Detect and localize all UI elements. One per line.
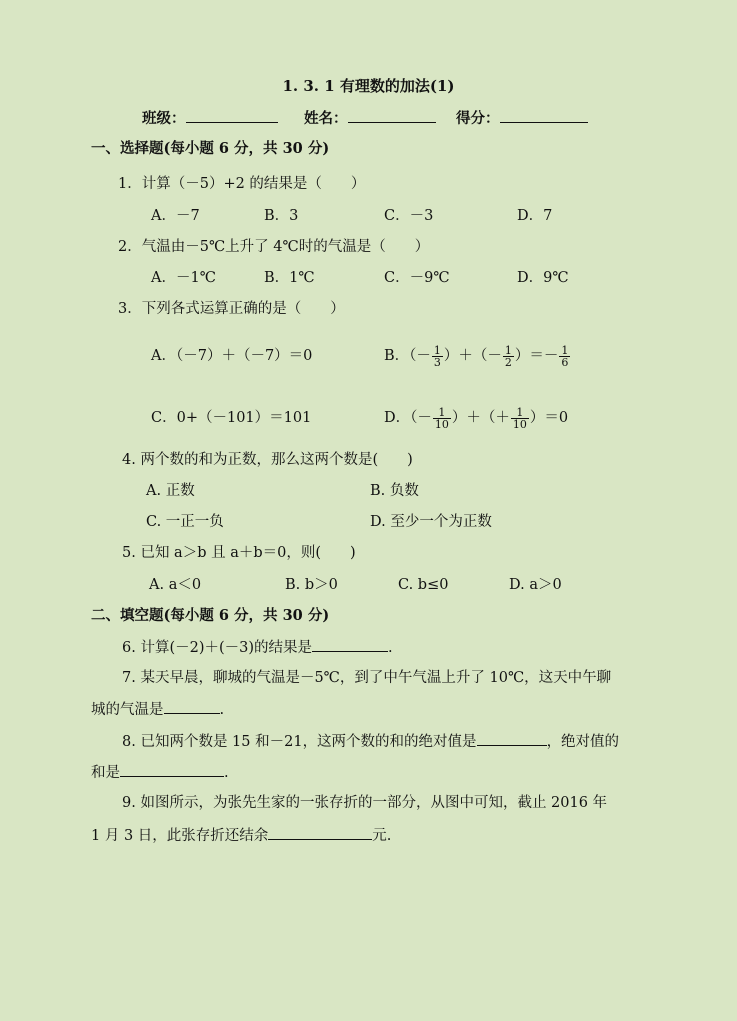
section-heading: 二、填空题(每小题 6 分，共 30 分): [91, 607, 330, 624]
fraction: [503, 345, 514, 368]
denominator: 6: [561, 355, 569, 369]
question-text: 6. 计算(－2)＋(－3)的结果是: [122, 640, 313, 656]
numerator: 1: [511, 407, 529, 419]
option-c: C．－3: [384, 208, 434, 224]
option-d: [384, 402, 568, 434]
question-stem: 5. 已知 a＞b 且 a＋b＝0，则( ): [122, 545, 356, 561]
answer-blank[interactable]: [312, 637, 388, 652]
paren-text: （－: [410, 410, 432, 426]
option-b: B. 负数: [370, 483, 419, 499]
option-a: A. a＜0: [149, 577, 202, 593]
option-a: A. 正数: [146, 483, 195, 499]
section-heading: 一、选择题(每小题 6 分，共 30 分): [91, 140, 330, 157]
page-title: 1. 3. 1 有理数的加法(1): [282, 77, 455, 95]
option-d: D. 至少一个为正数: [370, 514, 492, 530]
denominator: 2: [504, 355, 512, 369]
fill-question-line: [91, 762, 229, 783]
name-label: 姓名：: [304, 110, 348, 127]
option-a: A．（－7）＋（－7）＝0: [151, 348, 313, 364]
question-end: .: [219, 702, 225, 718]
question-text: 城的气温是: [91, 702, 164, 718]
question-stem: 4. 两个数的和为正数，那么这两个数是( ): [122, 452, 413, 468]
class-label: 班级：: [142, 110, 186, 127]
denominator: 3: [433, 355, 441, 369]
option-b-prefix: B．: [384, 348, 410, 364]
question-text: 8. 已知两个数是 15 和－21，这两个数的和的绝对值是: [122, 734, 477, 750]
name-field: [304, 108, 436, 129]
answer-blank[interactable]: [164, 699, 220, 714]
question-stem: 3．下列各式运算正确的是（ ）: [118, 301, 345, 317]
numerator: 1: [561, 343, 569, 357]
paren-text: ）＋（＋: [451, 410, 510, 426]
answer-blank[interactable]: [477, 731, 547, 746]
fraction: [511, 407, 529, 430]
score-blank[interactable]: [500, 108, 588, 123]
question-stem: 2．气温由－5℃上升了 4℃时的气温是（ ）: [118, 239, 430, 255]
option-d: D．9℃: [517, 270, 569, 286]
question-stem: 1．计算（－5）+2 的结果是（ ）: [118, 176, 366, 192]
fill-question-line: [91, 699, 224, 720]
denominator: 10: [512, 417, 527, 431]
paren-text: ）＋（－: [443, 348, 502, 364]
option-c: C. b≤0: [398, 577, 449, 593]
question-end: .: [388, 640, 393, 656]
option-b: B．3: [264, 208, 299, 224]
fill-question: [122, 637, 393, 658]
class-field: [142, 108, 278, 129]
question-text: 7. 某天早晨，聊城的气温是－5℃，到了中午气温上升了 10℃，这天中午聊: [122, 670, 612, 686]
question-end: .: [224, 765, 229, 781]
question-text: ，绝对值的: [546, 734, 620, 750]
option-c: C．0+（－101）＝101: [151, 410, 312, 426]
paren-text: ）＝0: [529, 410, 569, 426]
answer-blank[interactable]: [268, 825, 372, 840]
fill-question-line: [91, 825, 391, 846]
numerator: 1: [433, 407, 451, 419]
option-b: B. b＞0: [285, 577, 338, 593]
fill-question-line: [122, 731, 619, 752]
name-blank[interactable]: [348, 108, 436, 123]
option-d-prefix: D．: [384, 410, 411, 426]
question-end: 元.: [372, 828, 392, 844]
option-b: B．1℃: [264, 270, 315, 286]
option-a: A．－7: [151, 208, 200, 224]
option-a: A．－1℃: [151, 270, 216, 286]
fraction: [432, 345, 443, 368]
option-c: C. 一正一负: [146, 514, 224, 530]
numerator: 1: [433, 343, 441, 357]
fraction: [433, 407, 451, 430]
option-d: D．7: [517, 208, 553, 224]
question-text: 和是: [91, 765, 120, 781]
question-text: 9. 如图所示，为张先生家的一张存折的一部分，从图中可知，截止 2016 年: [122, 795, 608, 811]
fraction: [559, 345, 570, 368]
paren-text: （－: [409, 348, 431, 364]
paren-text: ）＝－: [514, 348, 559, 364]
option-d: D. a＞0: [509, 577, 562, 593]
denominator: 10: [434, 417, 449, 431]
option-b: [384, 340, 571, 372]
question-text: 1 月 3 日，此张存折还结余: [91, 828, 269, 844]
numerator: 1: [504, 343, 512, 357]
score-label: 得分：: [456, 110, 500, 127]
answer-blank[interactable]: [120, 762, 224, 777]
option-c: C．－9℃: [384, 270, 450, 286]
score-field: [456, 108, 588, 129]
class-blank[interactable]: [186, 108, 278, 123]
